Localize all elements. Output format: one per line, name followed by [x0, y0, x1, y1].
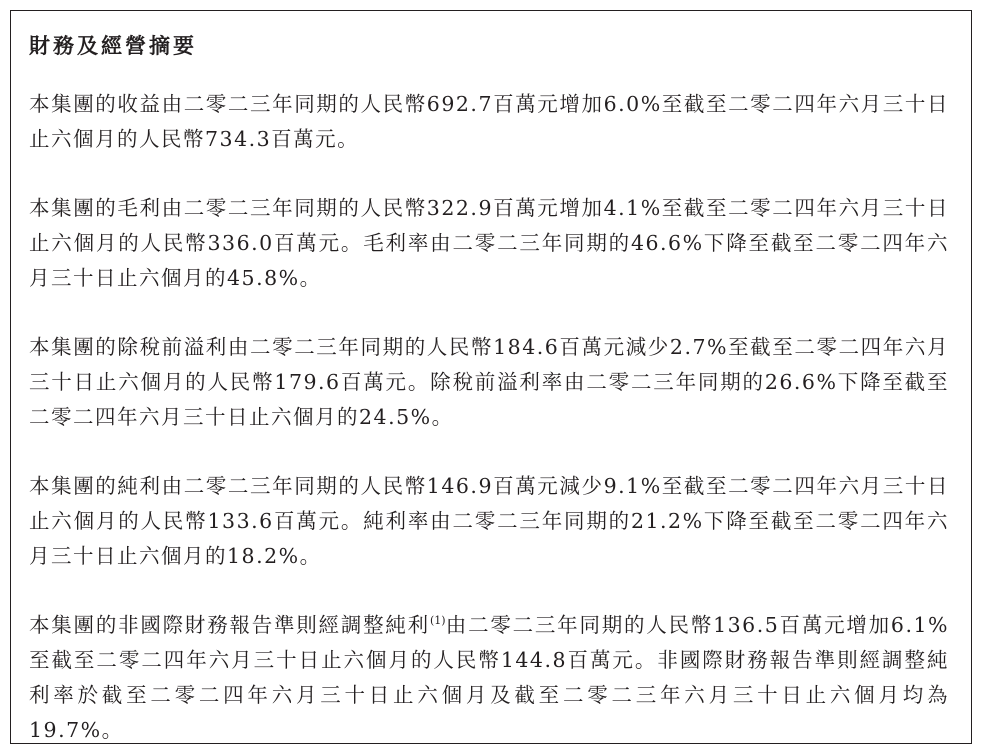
adjusted-net-profit-text-end: 由二零二三年同期的人民幣136.5百萬元增加6.1%至截至二零二四年六月三十日止六個月的人民幣144.8百萬元。非國際財務報告準則經調整純利率於截至二零二四年六月三十日止六個月及截至二零二三年六月三十日止六個月均為19.7%。	[29, 613, 949, 742]
revenue-paragraph: 本集團的收益由二零二三年同期的人民幣692.7百萬元增加6.0%至截至二零二四年六月三十日止六個月的人民幣734.3百萬元。	[29, 92, 949, 151]
summary-box	[10, 10, 972, 744]
profit-before-tax-paragraph: 本集團的除稅前溢利由二零二三年同期的人民幣184.6百萬元減少2.7%至截至二零二四年六月三十日止六個月的人民幣179.6百萬元。除稅前溢利率由二零二三年同期的26.6%下降至截至二零二四年六月三十日止六個月的24.5%。	[29, 335, 949, 429]
gross-profit-paragraph: 本集團的毛利由二零二三年同期的人民幣322.9百萬元增加4.1%至截至二零二四年六月三十日止六個月的人民幣336.0百萬元。毛利率由二零二三年同期的46.6%下降至截至二零二四年六月三十日止六個月的45.8%。	[29, 196, 949, 290]
adjusted-net-profit-paragraph	[29, 608, 949, 748]
adjusted-net-profit-text-start: 本集團的非國際財務報告準則經調整純利	[29, 613, 430, 637]
section-heading: 財務及經營摘要	[29, 34, 197, 58]
net-profit-paragraph: 本集團的純利由二零二三年同期的人民幣146.9百萬元減少9.1%至截至二零二四年六月三十日止六個月的人民幣133.6百萬元。純利率由二零二三年同期的21.2%下降至截至二零二四年六月三十日止六個月的18.2%。	[29, 474, 949, 568]
footnote-marker: (1)	[429, 614, 446, 628]
